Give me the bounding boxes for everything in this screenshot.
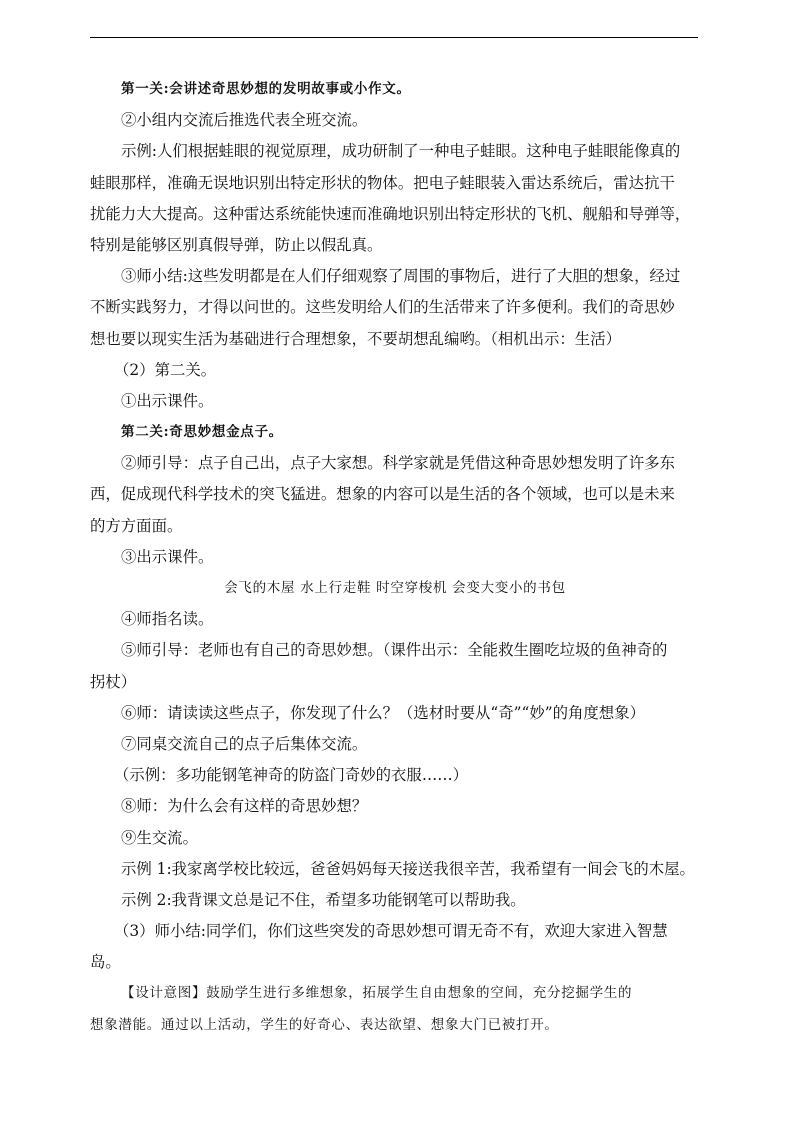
paragraph-line: 示例:人们根据蛙眼的视觉原理，成功研制了一种电子蛙眼。这种电子蛙眼能像真的	[121, 142, 681, 161]
paragraph-line: ⑤师引导：老师也有自己的奇思妙想。（课件出示：全能救生圈吃垃圾的鱼神奇的	[121, 641, 668, 660]
header-rule	[90, 37, 698, 38]
paragraph-line: ③出示课件。	[121, 547, 214, 566]
paragraph-line: ②师引导：点子自己出，点子大家想。科学家就是凭借这种奇思妙想发明了许多东	[121, 454, 676, 473]
paragraph-line: （示例：多功能钢笔神奇的防盗门奇妙的衣服……）	[114, 766, 468, 785]
paragraph-line: 示例 1:我家离学校比较远，爸爸妈妈每天接送我很辛苦，我希望有一间会飞的木屋。	[121, 859, 695, 878]
paragraph-line: 不断实践努力，才得以问世的。这些发明给人们的生活带来了许多便利。我们的奇思妙	[90, 298, 675, 317]
level-one-heading: 第一关:会讲述奇思妙想的发明故事或小作文。	[121, 81, 411, 97]
document-body	[90, 74, 700, 1041]
paragraph-line: ④师指名读。	[121, 610, 214, 629]
paragraph-line: 的方方面面。	[90, 516, 183, 535]
paragraph-line: ⑨生交流。	[121, 828, 198, 847]
design-intent-line: 想象潜能。通过以上活动，学生的好奇心、表达欲望、想象大门已被打开。	[90, 1016, 559, 1033]
paragraph-line: ⑦同桌交流自己的点子后集体交流。	[121, 734, 368, 753]
paragraph-line: 岛。	[90, 953, 121, 972]
paragraph-line: ③师小结:这些发明都是在人们仔细观察了周围的事物后，进行了大胆的想象，经过	[121, 267, 681, 286]
paragraph-line: 示例 2:我背课文总是记不住，希望多功能钢笔可以帮助我。	[121, 890, 526, 909]
design-intent-line: 【设计意图】鼓励学生进行多维想象，拓展学生自由想象的空间，充分挖掘学生的	[121, 985, 633, 1002]
paragraph-line: （3）师小结:同学们，你们这些突发的奇思妙想可谓无奇不有，欢迎大家进入智慧	[114, 922, 668, 941]
paragraph-line: 扰能力大大提高。这种雷达系统能快速而准确地识别出特定形状的飞机、舰船和导弹等，	[90, 204, 691, 223]
paragraph-line: 蛙眼那样，准确无误地识别出特定形状的物体。把电子蛙眼装入雷达系统后，雷达抗干	[90, 173, 675, 192]
paragraph-line: ①出示课件。	[121, 391, 214, 410]
paragraph-line: ②小组内交流后推选代表全班交流。	[121, 111, 368, 130]
paragraph-line: ⑥师：请读读这些点子，你发现了什么？（选材时要从“奇”“妙”的角度想象）	[121, 703, 645, 722]
level-two-heading: 第二关:奇思妙想金点子。	[121, 424, 283, 441]
paragraph-line: （2）第二关。	[114, 360, 217, 379]
paragraph-line: ⑧师：为什么会有这样的奇思妙想？	[121, 797, 368, 816]
slide-content-line: 会飞的木屋 水上行走鞋 时空穿梭机 会变大变小的书包	[224, 580, 566, 596]
paragraph-line: 西，促成现代科学技术的突飞猛进。想象的内容可以是生活的各个领域，也可以是未来	[90, 485, 675, 504]
paragraph-line: 拐杖）	[90, 672, 137, 691]
paragraph-line: 特别是能够区别真假导弹，防止以假乱真。	[90, 235, 383, 254]
paragraph-line: 想也要以现实生活为基础进行合理想象，不要胡想乱编哟。（相机出示：生活）	[90, 329, 621, 348]
